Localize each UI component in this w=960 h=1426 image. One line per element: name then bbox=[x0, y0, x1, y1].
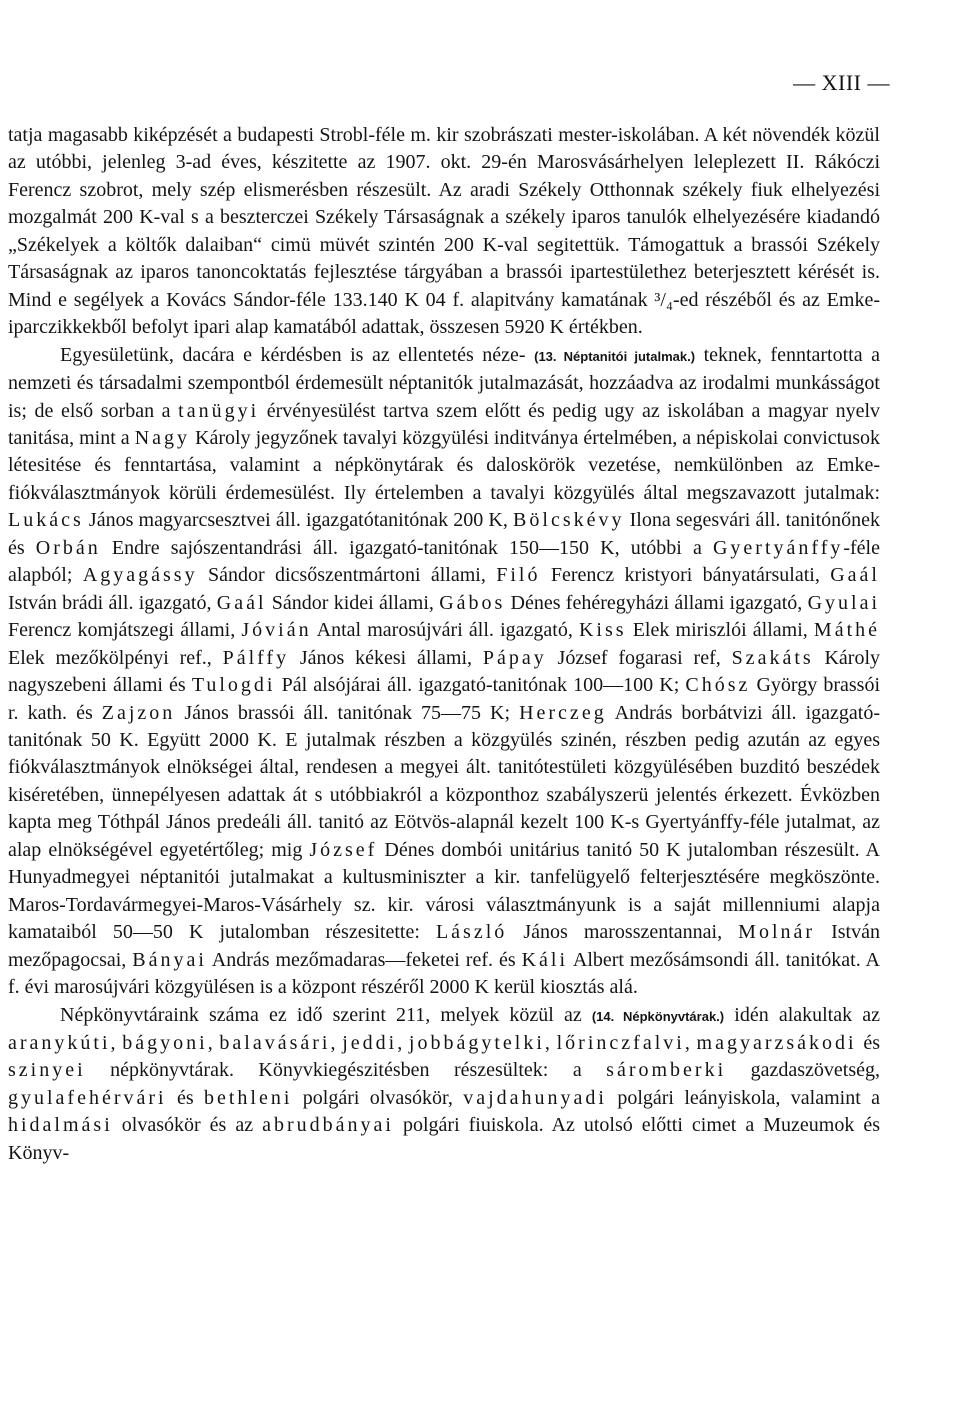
spaced-name: lőrinczfalvi bbox=[556, 1031, 685, 1054]
text-run: polgári olvasókör, bbox=[292, 1086, 464, 1109]
spaced-name: tanügyi bbox=[178, 399, 260, 422]
text-run: András borbátvizi áll. igazgató-tanitónak 50 K. Együtt 2000 K. E jutalmak részben a közgyülés szinén, részben pedig azután az egyes fiókválasztmányok elnökségei által, rendesen a megyei ált. tanitótestületi közgyülésében buzditó beszédek kiséretében, ünnepélyesen adattak át s utóbbiakról a központhoz szabályszerü jelentés érkezett. Évközben kapta meg Tóthpál János predeáli áll. tanitó az Eötvös-alapnál kezelt 100 K-s Gyertyánffy-féle jutalmat, az alap elnökségével egyetértőleg; mig bbox=[8, 701, 880, 861]
text-run: Ferencz kristyori bányatársulati, bbox=[540, 564, 831, 587]
spaced-name: Gaál bbox=[830, 564, 880, 587]
spaced-name: magyarzsákodi bbox=[696, 1031, 857, 1054]
text-run: -féle alapból; bbox=[8, 536, 880, 587]
spaced-name: Gyertyánffy bbox=[712, 536, 844, 559]
text-run: olvasókör és az bbox=[112, 1114, 263, 1137]
text-run: Dénes fehéregyházi állami igazgató, bbox=[505, 591, 808, 614]
text-run: érvényesülést tartva szem előtt és pedig ugy az iskolában a magyar nyelv tanitása, mint a bbox=[8, 399, 881, 449]
text-run: György brassói r. kath. és bbox=[8, 674, 880, 724]
spaced-name: Jóvián bbox=[241, 619, 312, 642]
spaced-name: Bányai bbox=[132, 948, 207, 971]
text-run: , bbox=[207, 1031, 220, 1054]
spaced-name: Agyagássy bbox=[82, 564, 198, 587]
page-body bbox=[8, 122, 880, 1167]
spaced-name: abrudbányai bbox=[262, 1114, 394, 1137]
spaced-name: Pápay bbox=[482, 646, 547, 669]
text-run: polgári leányiskola, valamint a bbox=[606, 1086, 880, 1109]
text-run: gazdaszövetség, bbox=[726, 1059, 880, 1082]
text-run: polgári fiuiskola. Az utolsó előtti cimet a Muzeumok és Könyv- bbox=[8, 1114, 880, 1164]
spaced-name: Káli bbox=[521, 948, 569, 971]
text-run: Ilona segesvári áll. tanitónőnek és bbox=[8, 509, 881, 559]
spaced-name: szinyei bbox=[8, 1059, 86, 1082]
text-run: , bbox=[397, 1031, 409, 1054]
spaced-name: László bbox=[435, 921, 508, 944]
spaced-name: Szakáts bbox=[731, 646, 814, 669]
paragraph bbox=[8, 342, 880, 1002]
spaced-name: Molnár bbox=[738, 921, 816, 944]
text-run: idén alakultak az bbox=[724, 1003, 880, 1026]
text-run: Károly nagyszebeni állami és bbox=[8, 646, 880, 697]
spaced-name: Kiss bbox=[578, 619, 627, 642]
text-run: Pál alsójárai áll. igazgató-tanitónak 100—100 K; bbox=[275, 674, 686, 697]
text-run: János brassói áll. tanitónak 75—75 K; bbox=[175, 701, 520, 724]
spaced-name: vajdahunyadi bbox=[463, 1086, 607, 1109]
text-run: teknek, fenntartotta a nemzeti és társadalmi szempontból érdemesült néptanitók jutalmazását, hozzáadva az irodalmi munkásságot is; de első sorban a bbox=[8, 343, 880, 422]
spaced-name: hidalmási bbox=[8, 1114, 113, 1137]
text-run: , bbox=[330, 1031, 343, 1054]
spaced-name: gyulafehérvári bbox=[8, 1086, 167, 1109]
spaced-name: bágyoni bbox=[122, 1031, 208, 1054]
text-run: Egyesületünk, dacára e kérdésben is az ellentetés néze- bbox=[60, 343, 535, 366]
text-run: Endre sajószentandrási áll. igazgató-tanitónak 150—150 K, utóbbi a bbox=[100, 536, 713, 559]
spaced-name: Chósz bbox=[685, 674, 751, 697]
spaced-name: Lukács bbox=[8, 509, 84, 532]
spaced-name: Tulogdi bbox=[191, 674, 276, 697]
text-run: Ferencz komjátszegi állami, bbox=[8, 619, 242, 642]
margin-note: (13. Néptanitói jutalmak.) bbox=[534, 348, 696, 364]
text-run: tatja magasabb kiképzését a budapesti Strobl-féle m. kir szobrászati mester-iskolában. A két növendék közül az utóbbi, jelenleg 3-ad éves, készitette az 1907. okt. 29-én Marosvásárhelyen leleplezett II. Rákóczi Ferencz szobrot, mely szép elismerésben részesült. Az aradi Székely Otthonnak székely fiuk elhelyezési mozgalmát 200 K-val s a beszterczei Székely Társaságnak a székely iparos tanulók elhelyezésére kiadandó „Székelyek a költők dalaiban“ cimü müvét szintén 200 K-val segitettük. Támogattuk a brassói Székely Társaságnak az iparos tanoncoktatás fejlesztése tárgyában a brassói ipartestülethez beterjesztett kérését is. Mind e segélyek a Kovács Sándor-féle 133.140 K 04 f. alapitvány kamatának ³/₄-ed részéből és az Emke-iparczikkekből befolyt ipari alap kamatából adattak, összesen 5920 K értékben. bbox=[8, 124, 880, 339]
text-run: népkönyvtárak. Könyvkiegészitésben részesültek: a bbox=[85, 1059, 607, 1082]
page-number: — XIII — bbox=[793, 70, 890, 95]
spaced-name: Orbán bbox=[35, 536, 101, 559]
text-run: Sándor dicsőszentmártoni állami, bbox=[197, 564, 497, 587]
text-run: András mezőmadaras—feketei ref. és bbox=[206, 948, 522, 971]
spaced-name: jobbágytelki bbox=[408, 1031, 545, 1054]
spaced-name: jeddi bbox=[342, 1031, 398, 1054]
text-run: István brádi áll. igazgató, bbox=[8, 591, 217, 614]
text-run: , bbox=[110, 1031, 123, 1054]
paragraph bbox=[8, 1002, 880, 1168]
spaced-name: Zajzon bbox=[101, 701, 176, 724]
text-run: és bbox=[856, 1031, 880, 1054]
text-run: Elek mezőkölpényi ref., bbox=[8, 646, 223, 669]
spaced-name: Herczeg bbox=[519, 701, 607, 724]
text-run: Antal marosújvári áll. igazgató, bbox=[311, 619, 579, 642]
text-run: Népkönyvtáraink száma ez idő szerint 211, melyek közül az bbox=[60, 1003, 592, 1026]
spaced-name: aranykúti bbox=[8, 1031, 111, 1054]
text-run: Sándor kidei állami, bbox=[266, 591, 440, 614]
spaced-name: Pálffy bbox=[222, 646, 290, 669]
text-run: és bbox=[166, 1086, 204, 1109]
spaced-name: József bbox=[309, 838, 378, 861]
spaced-name: Bölcskévy bbox=[513, 509, 625, 532]
spaced-name: Gyulai bbox=[807, 591, 880, 614]
text-run: Elek miriszlói állami, bbox=[626, 619, 814, 642]
spaced-name: Gaál bbox=[216, 591, 267, 614]
spaced-name: Nagy bbox=[134, 426, 191, 449]
spaced-name: bethleni bbox=[203, 1086, 293, 1109]
text-run: Károly jegyzőnek tavalyi közgyülési inditványa értelmében, a népiskolai convictusok létesitése és fenntartása, valamint a népkönytárak és daloskörök vezetése, nemkülönben az Emke-fiókválasztmányok körüli érdemesülést. Ily értelemben a tavalyi közgyülés által megszavazott jutalmak: bbox=[8, 426, 881, 504]
spaced-name: sáromberki bbox=[606, 1059, 727, 1082]
paragraph bbox=[8, 122, 880, 342]
text-run: Albert mezősámsondi áll. tanitókat. A f. évi marosújvári közgyülésen is a központ részéről 2000 K kerül kiosztás alá. bbox=[8, 948, 880, 999]
text-run: József fogarasi ref, bbox=[546, 646, 732, 669]
spaced-name: Máthé bbox=[813, 619, 881, 642]
margin-note: (14. Népkönyvtárak.) bbox=[591, 1008, 725, 1024]
spaced-name: Gábos bbox=[439, 591, 506, 614]
text-run: , bbox=[544, 1031, 557, 1054]
text-run: , bbox=[684, 1031, 697, 1054]
text-run: János magyarcsesztvei áll. igazgatótanitónak 200 K, bbox=[83, 509, 514, 532]
text-run: Dénes dombói unitárius tanitó 50 K jutalomban részesült. A Hunyadmegyei néptanitói jutalmakat a kultusminiszter a kir. tanfelügyelő felterjesztésére megköszönte. Maros-Tordavármegyei-Maros-Vásárhely sz. kir. városi választmányunk is a saját millenniumi alapja kamataiból 50—50 K jutalomban részesitette: bbox=[8, 838, 880, 944]
text-run: István mezőpagocsai, bbox=[8, 921, 880, 971]
spaced-name: Filó bbox=[496, 564, 541, 587]
spaced-name: balavásári bbox=[219, 1031, 331, 1054]
text-run: János marosszentannai, bbox=[507, 921, 739, 944]
text-run: János kékesi állami, bbox=[289, 646, 483, 669]
